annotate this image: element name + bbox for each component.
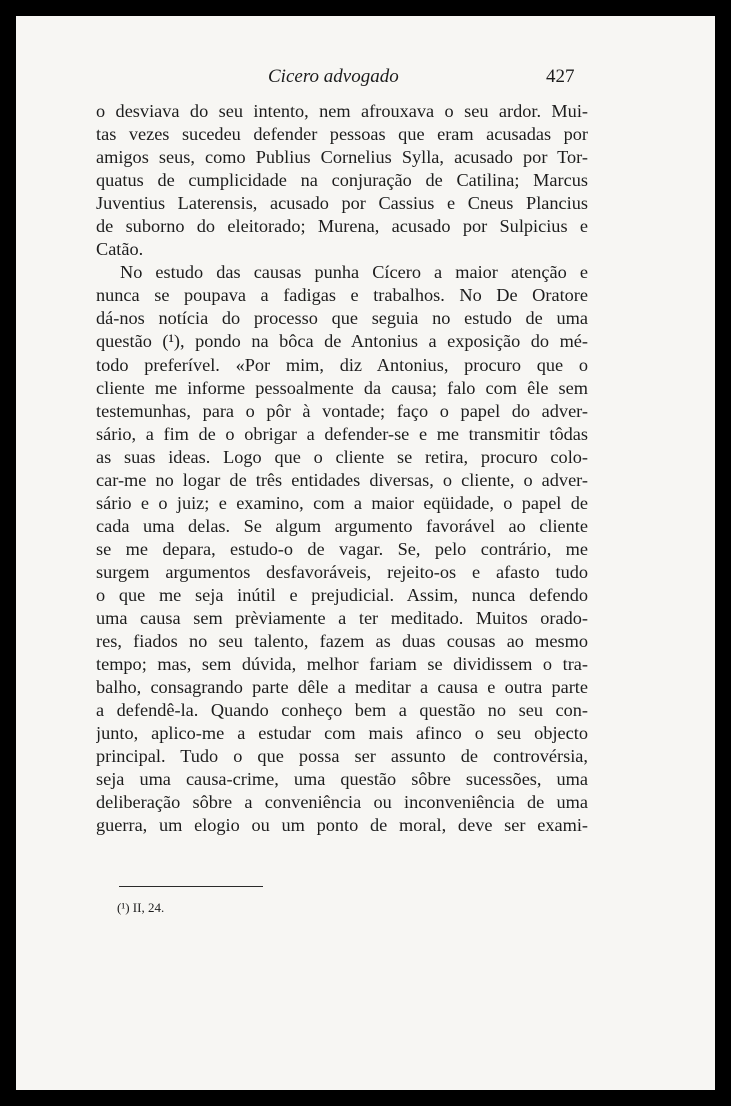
text-line: nunca se poupava a fadigas e trabalhos. No De Oratore bbox=[96, 285, 588, 306]
text-line: No estudo das causas punha Cícero a maior atenção e bbox=[120, 262, 588, 283]
text-line: uma causa sem prèviamente a ter meditado. Muitos orado- bbox=[96, 608, 588, 629]
text-line: cada uma delas. Se algum argumento favorável ao cliente bbox=[96, 515, 588, 536]
text-line: guerra, um elogio ou um ponto de moral, deve ser exami- bbox=[96, 815, 588, 836]
text-line: quatus de cumplicidade na conjuração de Catilina; Marcus bbox=[96, 170, 588, 191]
text-line: questão (¹), pondo na bôca de Antonius a exposição do mé- bbox=[96, 331, 588, 352]
text-line: o desviava do seu intento, nem afrouxava o seu ardor. Mui- bbox=[96, 101, 588, 121]
text-line: principal. Tudo o que possa ser assunto de controvérsia, bbox=[96, 746, 588, 767]
text-line: o que me seja inútil e prejudicial. Assim, nunca defendo bbox=[96, 584, 588, 605]
text-line: surgem argumentos desfavoráveis, rejeito-os e afasto tudo bbox=[96, 561, 588, 582]
text-line: car-me no logar de três entidades diversas, o cliente, o adver- bbox=[96, 469, 588, 490]
text-line: cliente me informe pessoalmente da causa; falo com êle sem bbox=[96, 377, 588, 398]
text-line: tas vezes sucedeu defender pessoas que eram acusadas por bbox=[96, 124, 588, 145]
body-text bbox=[96, 100, 588, 838]
text-line: testemunhas, para o pôr à vontade; faço o papel do adver- bbox=[96, 400, 588, 421]
page-header bbox=[16, 66, 715, 96]
text-line: de suborno do eleitorado; Murena, acusado por Sulpicius e bbox=[96, 216, 588, 237]
text-line: balho, consagrando parte dêle a meditar a causa e outra parte bbox=[96, 677, 588, 698]
text-line: tempo; mas, sem dúvida, melhor fariam se dividissem o tra- bbox=[96, 654, 588, 675]
text-line: Juventius Laterensis, acusado por Cassius e Cneus Plancius bbox=[96, 193, 588, 214]
text-line: res, fiados no seu talento, fazem as duas cousas ao mesmo bbox=[96, 631, 588, 652]
footnote-divider bbox=[119, 886, 263, 887]
text-line: dá-nos notícia do processo que seguia no estudo de uma bbox=[96, 308, 588, 329]
text-line: seja uma causa-crime, uma questão sôbre sucessões, uma bbox=[96, 769, 588, 790]
text-line: a defendê-la. Quando conheço bem a questão no seu con- bbox=[96, 700, 588, 721]
text-line: sário e o juiz; e examino, com a maior eqüidade, o papel de bbox=[96, 492, 588, 513]
text-line: se me depara, estudo-o de vagar. Se, pelo contrário, me bbox=[96, 538, 588, 559]
text-line: deliberação sôbre a conveniência ou inconveniência de uma bbox=[96, 792, 588, 813]
text-line: todo preferível. «Por mim, diz Antonius, procuro que o bbox=[96, 354, 588, 375]
book-page bbox=[16, 16, 715, 1090]
text-line: as suas ideas. Logo que o cliente se retira, procuro colo- bbox=[96, 446, 588, 467]
text-line: sário, a fim de o obrigar a defender-se e me transmitir tôdas bbox=[96, 423, 588, 444]
text-line: junto, aplico-me a estudar com mais afinco o seu objecto bbox=[96, 723, 588, 744]
footnote: (¹) II, 24. bbox=[117, 900, 165, 915]
page-number: 427 bbox=[546, 66, 575, 87]
text-line: amigos seus, como Publius Cornelius Sylla, acusado por Tor- bbox=[96, 147, 588, 168]
running-title: Cicero advogado bbox=[268, 66, 399, 87]
text-line: Catão. bbox=[96, 239, 144, 260]
